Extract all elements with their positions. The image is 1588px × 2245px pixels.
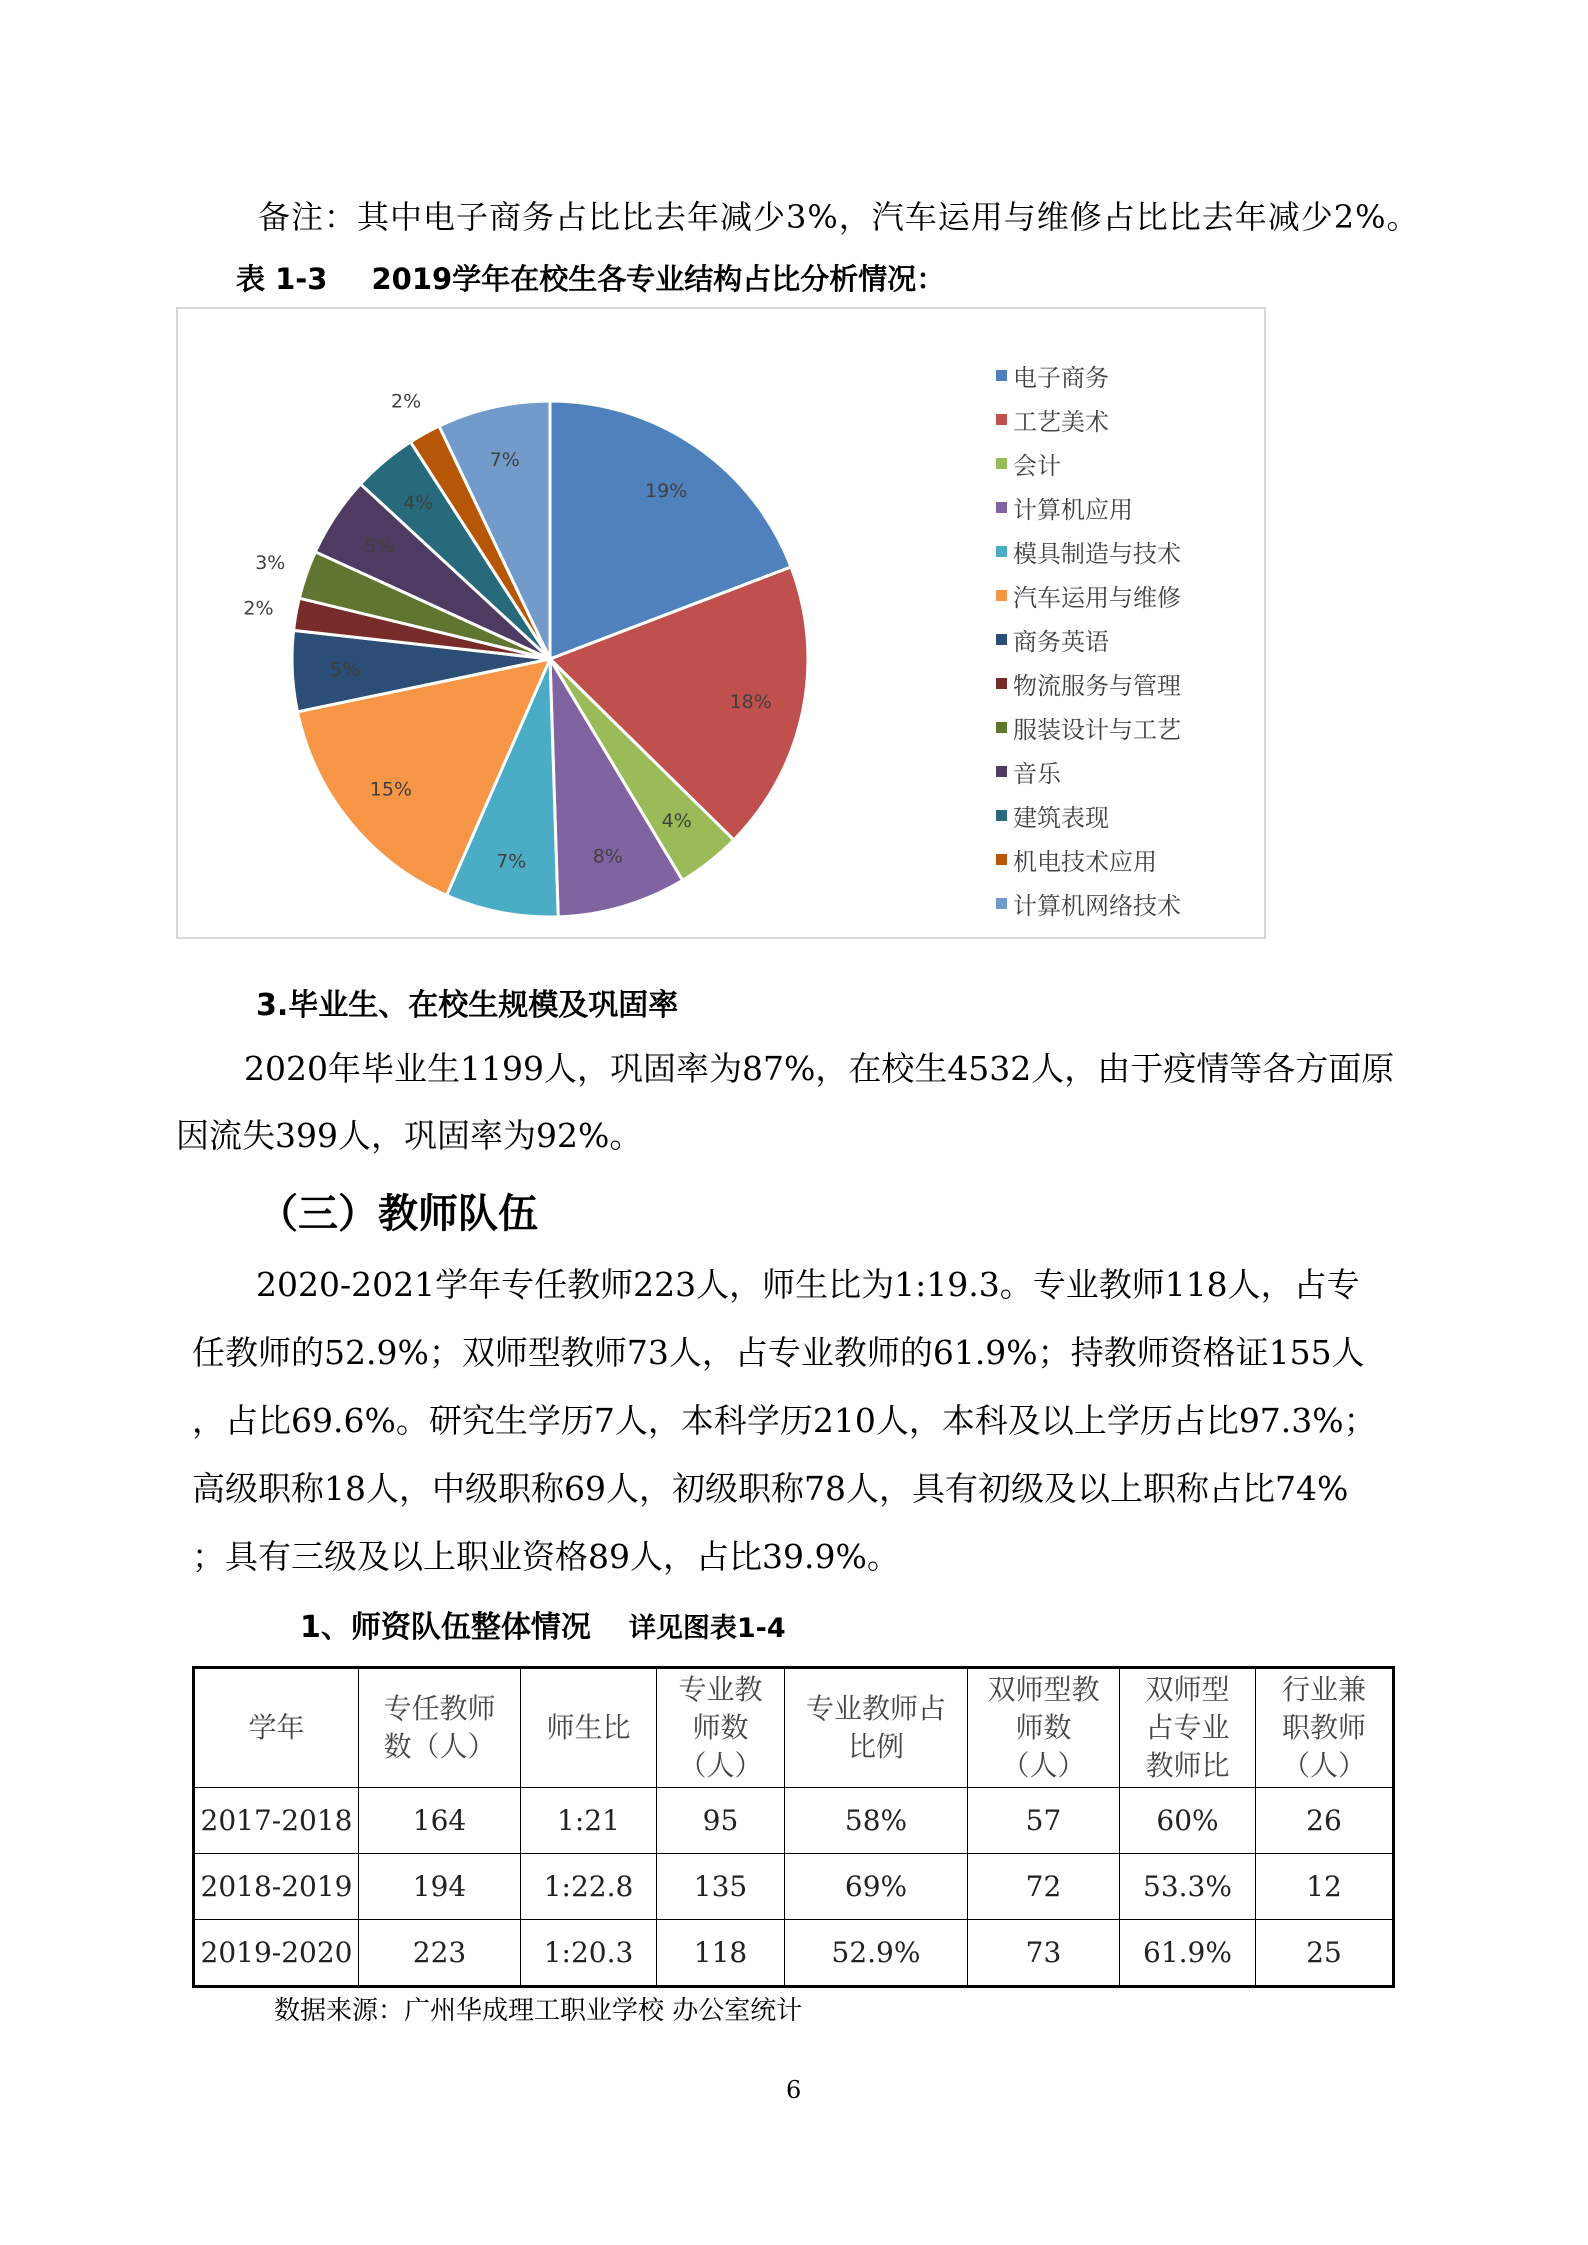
legend-item xyxy=(996,661,1181,705)
table-cell: 61.9% xyxy=(1120,1920,1256,1987)
table-heading xyxy=(300,1602,786,1646)
table-row xyxy=(194,1788,1394,1854)
legend-item xyxy=(996,573,1181,617)
pie-data-label: 19% xyxy=(645,480,688,503)
legend-swatch xyxy=(996,414,1007,425)
table-heading-ref: 详见图表1-4 xyxy=(628,1613,786,1644)
teacher-stats-table xyxy=(192,1666,1395,1988)
caption-title: 2019学年在校生各专业结构占比分析情况： xyxy=(371,262,946,296)
table-row xyxy=(194,1920,1394,1987)
legend-item xyxy=(996,705,1181,749)
legend-item xyxy=(996,441,1181,485)
table-cell: 1:21 xyxy=(521,1788,657,1854)
header-dual-teachers: 双师型教 师数 （人） xyxy=(968,1668,1120,1788)
table-cell: 1:20.3 xyxy=(521,1920,657,1987)
header-year: 学年 xyxy=(194,1668,359,1788)
pie-data-label: 5% xyxy=(364,535,395,558)
table-cell: 194 xyxy=(359,1854,521,1920)
pie-data-label: 4% xyxy=(403,492,434,514)
teachers-paragraph-line-5: ；具有三级及以上职业资格89人，占比39.9%。 xyxy=(192,1537,900,1576)
legend-item xyxy=(996,353,1181,397)
teachers-paragraph-line-4: 高级职称18人，中级职称69人，初级职称78人，具有初级及以上职称占比74% xyxy=(192,1469,1349,1508)
table-cell: 223 xyxy=(359,1920,521,1987)
pie-data-label: 7% xyxy=(489,449,520,471)
pie-data-label: 4% xyxy=(661,810,692,833)
legend-item xyxy=(996,749,1181,793)
legend-label: 物流服务与管理 xyxy=(1013,671,1181,700)
chart-legend xyxy=(996,353,1181,925)
header-industry-teachers: 行业兼 职教师 （人） xyxy=(1256,1668,1394,1788)
legend-swatch xyxy=(996,766,1007,777)
legend-item xyxy=(996,529,1181,573)
data-source-note: 数据来源：广州华成理工职业学校 办公室统计 xyxy=(274,1996,803,2026)
legend-label: 汽车运用与维修 xyxy=(1013,583,1181,612)
table-cell: 12 xyxy=(1256,1854,1394,1920)
table-cell: 2017-2018 xyxy=(194,1788,359,1854)
table-cell: 25 xyxy=(1256,1920,1394,1987)
legend-swatch xyxy=(996,370,1007,381)
legend-label: 服装设计与工艺 xyxy=(1013,715,1181,744)
legend-label: 会计 xyxy=(1013,451,1061,480)
header-professional-ratio: 专业教师占 比例 xyxy=(785,1668,968,1788)
pie-data-label: 2% xyxy=(391,390,422,413)
table-cell: 26 xyxy=(1256,1788,1394,1854)
table-cell: 57 xyxy=(968,1788,1120,1854)
legend-label: 机电技术应用 xyxy=(1013,847,1157,876)
header-professional-teachers: 专业教 师数 （人） xyxy=(657,1668,785,1788)
legend-item xyxy=(996,881,1181,925)
legend-swatch xyxy=(996,722,1007,733)
legend-label: 计算机应用 xyxy=(1013,495,1133,524)
legend-swatch xyxy=(996,634,1007,645)
chart-caption xyxy=(236,257,945,298)
legend-label: 建筑表现 xyxy=(1013,803,1109,832)
table-cell: 95 xyxy=(657,1788,785,1854)
section-heading-teachers: （三）教师队伍 xyxy=(258,1191,538,1237)
legend-item xyxy=(996,485,1181,529)
legend-label: 电子商务 xyxy=(1013,363,1109,392)
legend-label: 音乐 xyxy=(1013,759,1061,788)
teachers-paragraph-line-1: 2020-2021学年专任教师223人，师生比为1:19.3。专业教师118人，占专 xyxy=(256,1265,1360,1304)
table-cell: 118 xyxy=(657,1920,785,1987)
table-cell: 72 xyxy=(968,1854,1120,1920)
page-number: 6 xyxy=(786,2076,802,2104)
note-paragraph: 备注：其中电子商务占比比去年减少3%，汽车运用与维修占比比去年减少2%。 xyxy=(258,198,1420,236)
legend-item xyxy=(996,793,1181,837)
table-cell: 2019-2020 xyxy=(194,1920,359,1987)
table-cell: 53.3% xyxy=(1120,1854,1256,1920)
legend-swatch xyxy=(996,546,1007,557)
pie-chart xyxy=(176,307,1266,939)
table-cell: 1:22.8 xyxy=(521,1854,657,1920)
table-cell: 2018-2019 xyxy=(194,1854,359,1920)
pie-data-label: 18% xyxy=(729,691,772,713)
legend-label: 模具制造与技术 xyxy=(1013,539,1181,568)
legend-swatch xyxy=(996,590,1007,601)
table-cell: 69% xyxy=(785,1854,968,1920)
table-header-row xyxy=(194,1668,1394,1788)
teachers-paragraph-line-2: 任教师的52.9%；双师型教师73人，占专业教师的61.9%；持教师资格证155人 xyxy=(192,1333,1365,1372)
table-cell: 164 xyxy=(359,1788,521,1854)
table-cell: 73 xyxy=(968,1920,1120,1987)
teachers-paragraph-line-3: ，占比69.6%。研究生学历7人，本科学历210人，本科及以上学历占比97.3%； xyxy=(192,1401,1377,1440)
legend-item xyxy=(996,397,1181,441)
legend-item xyxy=(996,837,1181,881)
legend-item xyxy=(996,617,1181,661)
section-heading-graduates: 3.毕业生、在校生规模及巩固率 xyxy=(256,988,679,1023)
table-cell: 60% xyxy=(1120,1788,1256,1854)
pie-data-label: 7% xyxy=(496,850,527,873)
table-cell: 58% xyxy=(785,1788,968,1854)
table-cell: 52.9% xyxy=(785,1920,968,1987)
header-teacher-student-ratio: 师生比 xyxy=(521,1668,657,1788)
graduates-paragraph-line-1: 2020年毕业生1199人，巩固率为87%，在校生4532人，由于疫情等各方面原 xyxy=(244,1049,1395,1088)
legend-label: 工艺美术 xyxy=(1013,407,1109,436)
graduates-paragraph-line-2: 因流失399人，巩固率为92%。 xyxy=(176,1116,643,1155)
pie-data-label: 15% xyxy=(369,778,413,801)
caption-label: 表 1-3 xyxy=(236,262,328,296)
header-fulltime-teachers: 专任教师 数（人） xyxy=(359,1668,521,1788)
header-dual-ratio: 双师型 占专业 教师比 xyxy=(1120,1668,1256,1788)
table-heading-title: 1、师资队伍整体情况 xyxy=(300,1610,591,1645)
table-row xyxy=(194,1854,1394,1920)
legend-swatch xyxy=(996,854,1007,865)
legend-swatch xyxy=(996,810,1007,821)
legend-label: 商务英语 xyxy=(1013,627,1109,656)
pie-data-label: 3% xyxy=(255,552,286,575)
pie-data-label: 2% xyxy=(243,597,274,620)
pie-data-label: 5% xyxy=(330,658,361,681)
legend-swatch xyxy=(996,458,1007,469)
legend-swatch xyxy=(996,678,1007,689)
legend-swatch xyxy=(996,898,1007,909)
legend-label: 计算机网络技术 xyxy=(1013,891,1181,920)
table-cell: 135 xyxy=(657,1854,785,1920)
legend-swatch xyxy=(996,502,1007,513)
pie-data-label: 8% xyxy=(592,845,623,868)
